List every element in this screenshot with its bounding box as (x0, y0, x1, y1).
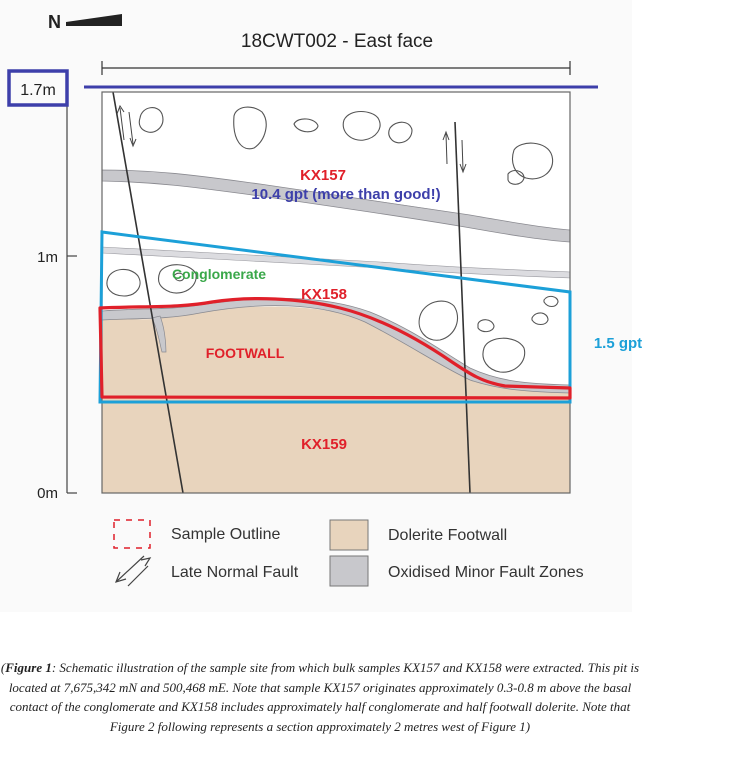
dolerite-footwall-swatch (330, 520, 368, 550)
sample-label-kx158: KX158 (301, 286, 347, 303)
footwall-label: FOOTWALL (205, 345, 285, 361)
grade-label-kx157: 10.4 gpt (more than good!) (251, 186, 441, 203)
scale-label-1m: 1m (37, 249, 58, 266)
legend-dolerite-footwall: Dolerite Footwall (388, 527, 508, 544)
caption-text: : Schematic illustration of the sample site from which bulk samples KX157 and KX158 were extracted. This pit is located at 7,675,342 mN and 500,468 mE. Note that sample KX157 originates approximately 0.3-0.8 m above the basal contact of the conglomerate and KX158 includes approximately half conglomerate and half footwall dolerite. Note that Figure 2 following represents a section approximately 2 metres west of Figure 1) (8, 660, 640, 734)
legend-oxidised-fault-zones: Oxidised Minor Fault Zones (388, 564, 584, 581)
grade-label-kx158: 1.5 gpt (593, 335, 643, 352)
sample-label-kx159: KX159 (301, 436, 347, 453)
sample-label-kx157: KX157 (300, 167, 346, 184)
conglomerate-label: Conglomerate (171, 266, 267, 282)
diagram-title: 18CWT002 - East face (240, 31, 434, 52)
oxidised-fault-zone-swatch (330, 556, 368, 586)
north-label: N (48, 12, 61, 32)
legend-late-normal-fault: Late Normal Fault (171, 564, 299, 581)
caption-label: Figure 1 (5, 660, 52, 675)
scale-label-0m: 0m (37, 485, 58, 502)
figure-caption: (Figure 1: Schematic illustration of the sample site from which bulk samples KX157 and KX158 were extracted. This pit is located at 7,675,342 mN and 500,468 mE. Note that sample KX157 originates approximately 0.3-0.8 m above the basal contact of the conglomerate and KX158 includes approximately half conglomerate and half footwall dolerite. Note that Figure 2 following represents a section approximately 2 metres west of Figure 1) (0, 660, 640, 734)
legend-sample-outline: Sample Outline (171, 526, 281, 543)
scale-label-top: 1.7m (20, 82, 56, 99)
